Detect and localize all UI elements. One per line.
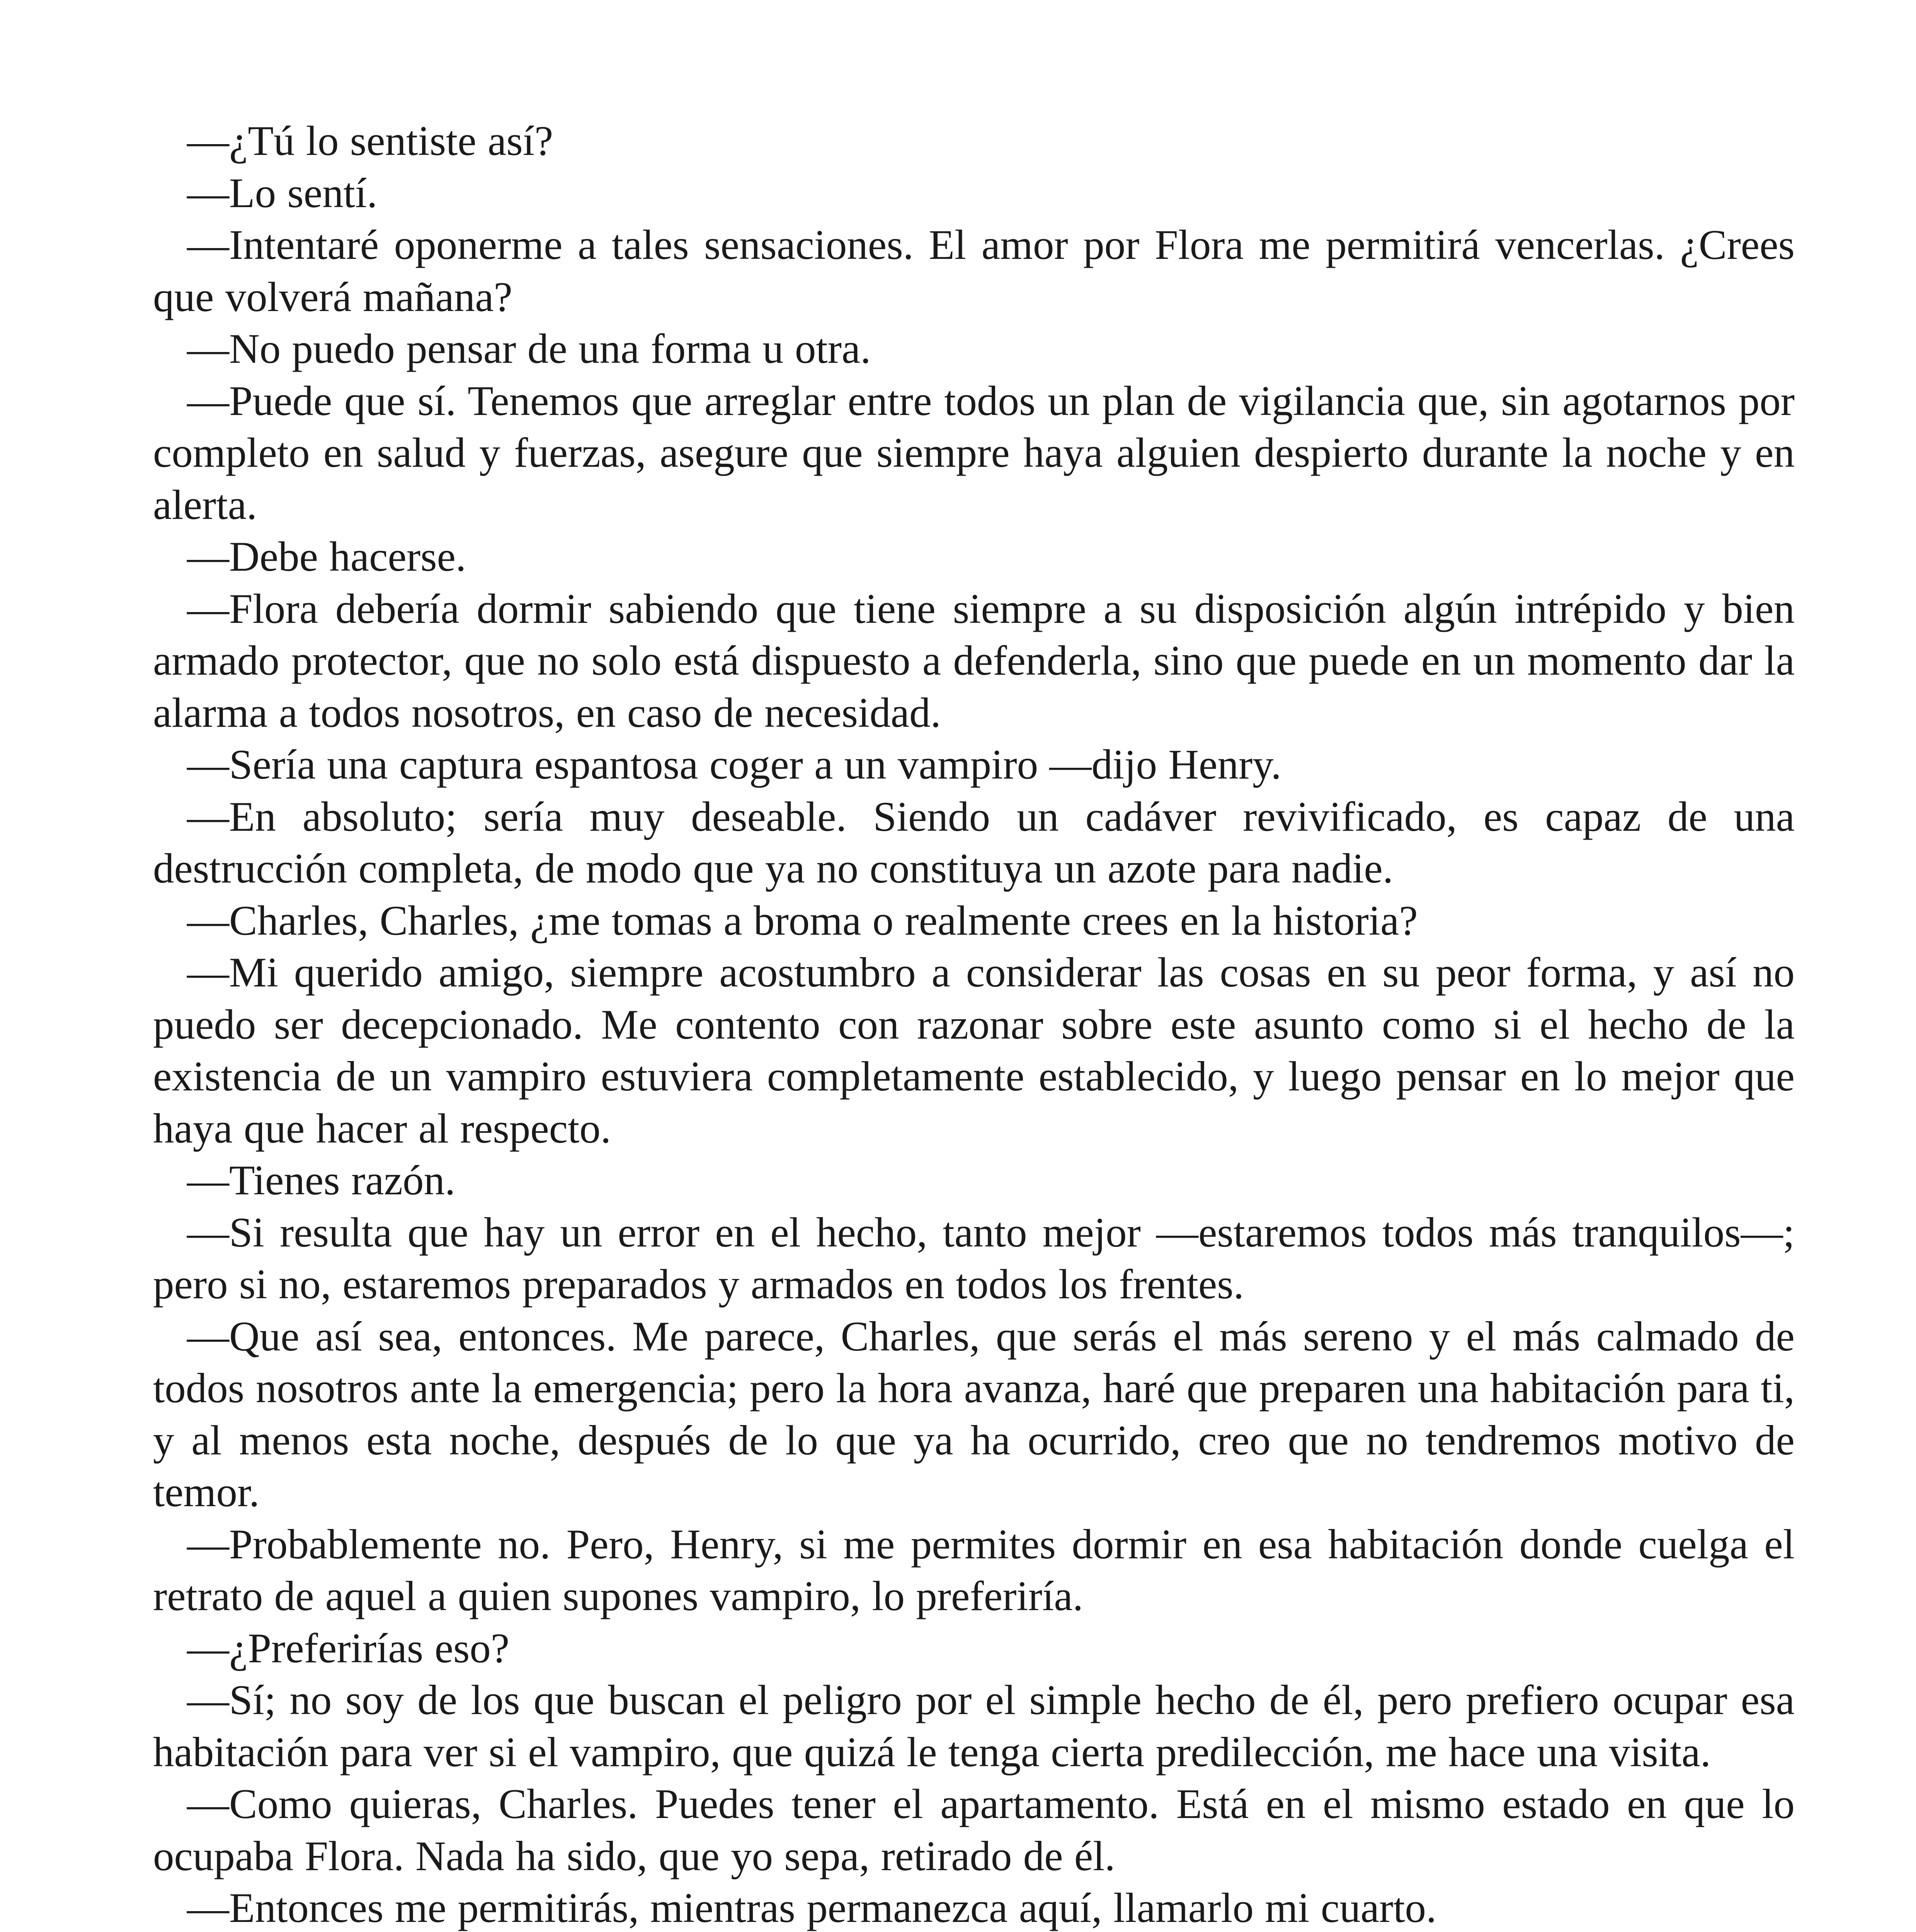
paragraph: —Charles, Charles, ¿me tomas a broma o realmente crees en la historia? — [187, 897, 1418, 944]
paragraph: —Sería una captura espantosa coger a un vampiro —dijo Henry. — [187, 741, 1281, 788]
paragraph: —Sí; no soy de los que buscan el peligro por el simple hecho de él, pero prefiero ocupar esa habitación para ver si el vampiro, que quizá le tenga cierta predilección, me hace una visita. — [153, 1677, 1795, 1776]
paragraph: —Si resulta que hay un error en el hecho, tanto mejor —estaremos todos más tranquilos—; pero si no, estaremos preparados y armados en todos los frentes. — [153, 1209, 1795, 1308]
paragraph: —Lo sentí. — [187, 169, 378, 216]
paragraph: —Mi querido amigo, siempre acostumbro a considerar las cosas en su peor forma, y así no puedo ser decepcionado. Me contento con razonar sobre este asunto como si el hecho de la existencia de un vampiro estuviera completamente establecido, y luego pensar en lo mejor que haya que hacer al respecto. — [153, 949, 1795, 1152]
paragraph: —Intentaré oponerme a tales sensaciones. El amor por Flora me permitirá vencerlas. ¿Crees que volverá mañana? — [153, 221, 1795, 320]
paragraph: —Flora debería dormir sabiendo que tiene siempre a su disposición algún intrépido y bien armado protector, que no solo está dispuesto a defenderla, sino que puede en un momento dar la alarma a todos nosotros, en caso de necesidad. — [153, 585, 1795, 736]
paragraph: —Debe hacerse. — [187, 533, 466, 580]
paragraph: —Como quieras, Charles. Puedes tener el apartamento. Está en el mismo estado en que lo ocupaba Flora. Nada ha sido, que yo sepa, retirado de él. — [153, 1781, 1795, 1879]
paragraph: —¿Tú lo sentiste así? — [187, 117, 553, 164]
body-text — [153, 115, 1795, 1932]
paragraph: —¿Preferirías eso? — [187, 1624, 510, 1672]
paragraph: —Que así sea, entonces. Me parece, Charles, que serás el más sereno y el más calmado de todos nosotros ante la emergencia; pero la hora avanza, haré que preparen una habitación para ti, y al menos esta noche, después de lo que ya ha ocurrido, creo que no tendremos motivo de temor. — [153, 1313, 1795, 1515]
paragraph: —No puedo pensar de una forma u otra. — [187, 325, 871, 372]
paragraph: —Entonces me permitirás, mientras permanezca aquí, llamarlo mi cuarto. — [187, 1884, 1437, 1931]
paragraph: —Probablemente no. Pero, Henry, si me permites dormir en esa habitación donde cuelga el retrato de aquel a quien supones vampiro, lo preferiría. — [153, 1520, 1795, 1619]
paragraph: —Tienes razón. — [187, 1157, 456, 1204]
paragraph: —Puede que sí. Tenemos que arreglar entre todos un plan de vigilancia que, sin agotarnos por completo en salud y fuerzas, asegure que siempre haya alguien despierto durante la noche y en alerta. — [153, 377, 1795, 528]
paragraph: —En absoluto; sería muy deseable. Siendo un cadáver revivificado, es capaz de una destrucción completa, de modo que ya no constituya un azote para nadie. — [153, 793, 1795, 892]
